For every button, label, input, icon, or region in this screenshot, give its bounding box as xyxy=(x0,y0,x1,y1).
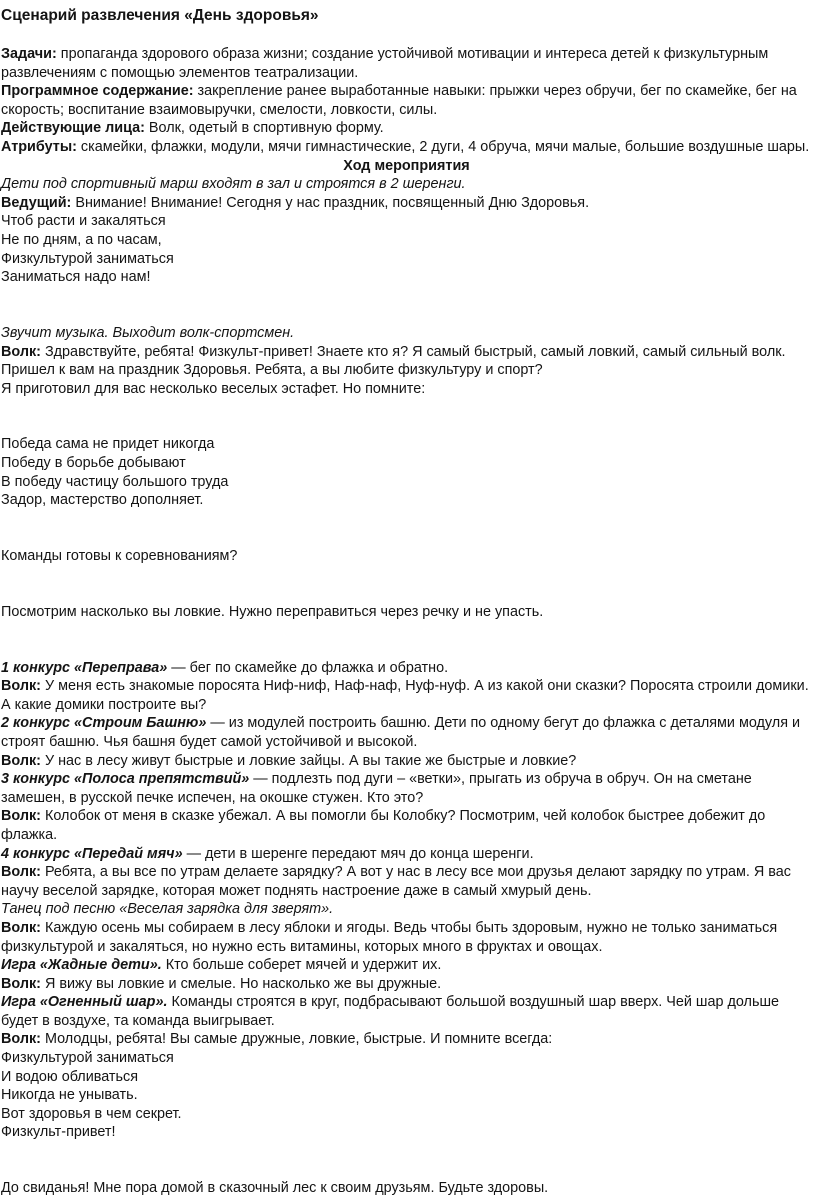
poem-line: И водою обливаться xyxy=(1,1068,138,1085)
wolf-line: Я приготовил для вас несколько веселых эстафет. Но помните: xyxy=(1,380,426,397)
spacer xyxy=(1,510,812,547)
poem-line: Победу в борьбе добывают xyxy=(1,455,186,472)
program-paragraph xyxy=(1,82,812,119)
wolf-text: Здравствуйте, ребята! Физкульт-привет! Знаете кто я? Я самый быстрый, самый ловкий, самый сильный волк. Пришел к вам на праздник Здоровья. Ребята, а вы любите физкультуру и спорт? xyxy=(1,343,786,379)
attributes-paragraph xyxy=(1,138,812,157)
host-paragraph xyxy=(1,194,812,213)
poem-line: Вот здоровья в чем секрет. xyxy=(1,1105,182,1122)
wolf-label: Волк: xyxy=(1,919,41,936)
characters-label: Действующие лица: xyxy=(1,120,145,137)
poem-line: В победу частицу большого труда xyxy=(1,473,229,490)
game-1-label: Игра «Жадные дети». xyxy=(1,957,162,974)
poem-line: Физкультурой заниматься xyxy=(1,1050,174,1067)
spacer xyxy=(1,398,812,435)
program-label: Программное содержание: xyxy=(1,83,194,100)
tasks-text: пропаганда здорового образа жизни; создание устойчивой мотивации и интереса детей к физкультурным развлечениям с помощью элементов театрализации. xyxy=(1,46,769,81)
wolf-paragraph xyxy=(1,919,812,956)
contest-4-label: 4 конкурс «Передай мяч» xyxy=(1,845,183,862)
contest-2 xyxy=(1,714,812,751)
contest-3-label: 3 конкурс «Полоса препятствий» xyxy=(1,771,250,788)
spacer xyxy=(1,621,812,658)
wolf-text: У нас в лесу живут быстрые и ловкие зайцы. А вы такие же быстрые и ловкие? xyxy=(40,752,577,769)
section-heading: Ход мероприятия xyxy=(343,157,470,174)
wolf-paragraph xyxy=(1,863,812,900)
wolf-paragraph xyxy=(1,677,812,714)
contest-2-text: — из модулей построить башню. Дети по одному бегут до флажка с деталями модуля и строят башню. Чья башня будет самой устойчивой и высокой. xyxy=(1,715,801,750)
wolf-label: Волк: xyxy=(1,752,41,769)
spacer xyxy=(1,287,812,324)
wolf-paragraph xyxy=(1,975,812,994)
wolf-text: Молодцы, ребята! Вы самые дружные, ловкие, быстрые. И помните всегда: xyxy=(40,1031,553,1048)
wolf-label: Волк: xyxy=(1,1031,41,1048)
poem-line: Победа сама не придет никогда xyxy=(1,436,215,453)
poem-line: Никогда не унывать. xyxy=(1,1087,138,1104)
characters-text: Волк, одетый в спортивную форму. xyxy=(144,120,384,137)
wolf-text: У меня есть знакомые поросята Ниф-ниф, Наф-наф, Нуф-нуф. А из какой они сказки? Поросята строили домики. А какие домики построите вы? xyxy=(1,678,809,713)
game-2-label: Игра «Огненный шар». xyxy=(1,994,168,1011)
poem-line: Физкультурой заниматься xyxy=(1,250,174,267)
contest-3 xyxy=(1,770,812,807)
program-text: закрепление ранее выработанные навыки: прыжки через обручи, бег по скамейке, бег на скорость; воспитание взаимовыручки, смелости, ловкости, силы. xyxy=(1,83,797,118)
poem-line: Заниматься надо нам! xyxy=(1,269,151,286)
attributes-text: скамейки, флажки, модули, мячи гимнастические, 2 дуги, 4 обруча, мячи малые, большие воздушные шары. xyxy=(76,138,810,155)
game-2-text: Команды строятся в круг, подбрасывают большой воздушный шар вверх. Чей шар дольше будет в воздухе, та команда выигрывает. xyxy=(1,994,780,1029)
game-1 xyxy=(1,956,812,975)
tasks-label: Задачи: xyxy=(1,46,57,62)
wolf-label: Волк: xyxy=(1,343,41,360)
wolf-label: Волк: xyxy=(1,808,41,825)
poem-line: Чтоб расти и закаляться xyxy=(1,213,166,230)
wolf-text: Я вижу вы ловкие и смелые. Но насколько же вы дружные. xyxy=(40,975,442,992)
stage-direction-music: Звучит музыка. Выходит волк-спортсмен. xyxy=(1,324,295,341)
attributes-label: Атрибуты: xyxy=(1,138,77,155)
wolf-text: Ребята, а вы все по утрам делаете зарядку? А вот у нас в лесу все мои друзья делают зарядку по утрам. Я вас научу веселой зарядке, которая может поднять настроение даже в самый хмурый день. xyxy=(1,864,791,899)
poem-line: Задор, мастерство дополняет. xyxy=(1,492,204,509)
contest-3-text: — подлезть под дуги – «ветки», прыгать из обруча в обруч. Он на сметане замешен, в русской печке испечен, на окошке стужен. Кто это? xyxy=(1,771,752,806)
document-title: Сценарий развлечения «День здоровья» xyxy=(1,7,319,24)
spacer xyxy=(1,566,812,603)
host-text: Внимание! Внимание! Сегодня у нас праздник, посвященный Дню Здоровья. xyxy=(71,194,590,211)
wolf-paragraph xyxy=(1,1030,812,1049)
characters-paragraph xyxy=(1,119,812,138)
lets-see-line: Посмотрим насколько вы ловкие. Нужно переправиться через речку и не упасть. xyxy=(1,603,544,620)
wolf-label: Волк: xyxy=(1,864,41,881)
contest-1 xyxy=(1,659,812,678)
game-2 xyxy=(1,993,812,1030)
wolf-label: Волк: xyxy=(1,975,41,992)
dance-line: Танец под песню «Веселая зарядка для зверят». xyxy=(1,901,334,918)
goodbye-line: До свиданья! Мне пора домой в сказочный лес к своим друзьям. Будьте здоровы. xyxy=(1,1180,549,1197)
game-1-text: Кто больше соберет мячей и удержит их. xyxy=(161,957,442,974)
poem-line: Не по дням, а по часам, xyxy=(1,231,162,248)
contest-1-text: — бег по скамейке до флажка и обратно. xyxy=(167,659,449,676)
wolf-label: Волк: xyxy=(1,678,41,695)
contest-4 xyxy=(1,845,812,864)
contest-2-label: 2 конкурс «Строим Башню» xyxy=(1,715,207,732)
poem-line: Физкульт-привет! xyxy=(1,1124,116,1141)
contest-4-text: — дети в шеренге передают мяч до конца шеренги. xyxy=(182,845,534,862)
host-label: Ведущий: xyxy=(1,194,72,211)
wolf-paragraph xyxy=(1,807,812,844)
wolf-text: Каждую осень мы собираем в лесу яблоки и ягоды. Ведь чтобы быть здоровым, нужно не только заниматься физкультурой и закаляться, но нужно есть витамины, которых много в фруктах и овощах. xyxy=(1,919,778,955)
wolf-paragraph xyxy=(1,343,812,380)
contest-1-label: 1 конкурс «Переправа» xyxy=(1,659,168,676)
stage-direction-entry: Дети под спортивный марш входят в зал и строятся в 2 шеренги. xyxy=(1,176,466,193)
wolf-text: Колобок от меня в сказке убежал. А вы помогли бы Колобку? Посмотрим, чей колобок быстрее добежит до флажка. xyxy=(1,808,766,843)
spacer xyxy=(1,1142,812,1179)
wolf-paragraph xyxy=(1,752,812,771)
tasks-paragraph xyxy=(1,45,812,82)
teams-ready-line: Команды готовы к соревнованиям? xyxy=(1,548,238,565)
